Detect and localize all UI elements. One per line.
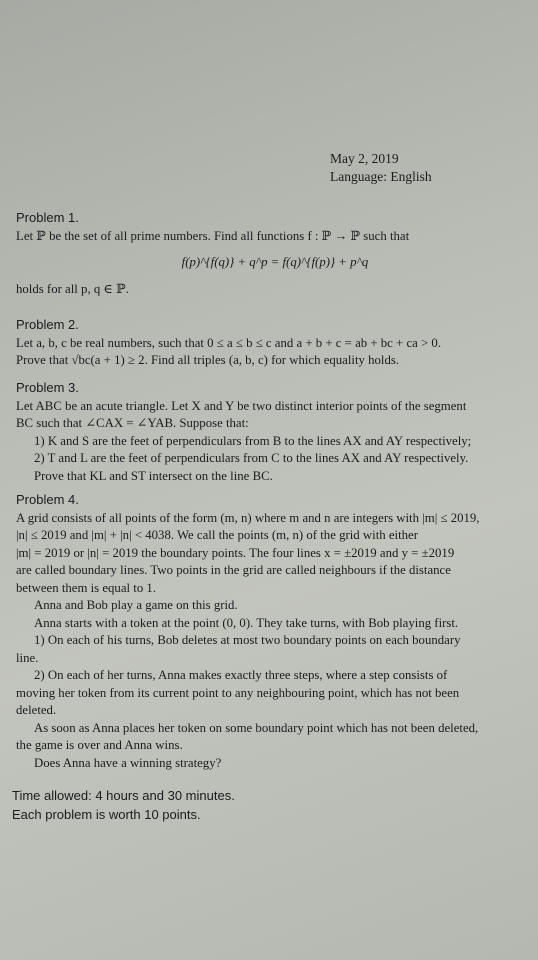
- problem-text-line: BC such that ∠CAX = ∠YAB. Suppose that:: [16, 416, 249, 430]
- problem-text-line: 2) T and L are the feet of perpendiculars from C to the lines AX and AY respectively.: [34, 451, 469, 465]
- problem-1: [16, 209, 534, 298]
- problem-title: Problem 1.: [16, 210, 79, 225]
- problem-text-line: 1) K and S are the feet of perpendiculars from B to the lines AX and AY respectively;: [34, 433, 472, 448]
- problem-text-line: Let ℙ be the set of all prime numbers. Find all functions f : ℙ → ℙ such that: [16, 228, 410, 243]
- problem-text-line: |n| ≤ 2019 and |m| + |n| < 4038. We call the points (m, n) of the grid with either: [16, 528, 418, 542]
- problem-text-line: are called boundary lines. Two points in the grid are called neighbours if the distance: [16, 563, 451, 577]
- problem-text-line: line.: [16, 650, 39, 665]
- points-info: Each problem is worth 10 points.: [12, 807, 201, 822]
- time-allowed: Time allowed: 4 hours and 30 minutes.: [12, 788, 235, 803]
- problem-text-line: Prove that √bc(a + 1) ≥ 2. Find all triples (a, b, c) for which equality holds.: [16, 353, 400, 367]
- problem-text-line: moving her token from its current point to any neighbouring point, which has not been: [16, 685, 460, 700]
- exam-language: Language: English: [330, 169, 432, 184]
- problem-text-line: Anna starts with a token at the point (0, 0). They take turns, with Bob playing first.: [34, 615, 459, 630]
- problem-text-line: 1) On each of his turns, Bob deletes at most two boundary points on each boundary: [34, 633, 461, 647]
- problem-text-line: Prove that KL and ST intersect on the line BC.: [34, 468, 273, 483]
- problem-text-line: holds for all p, q ∈ ℙ.: [16, 281, 129, 296]
- problem-title: Problem 3.: [16, 380, 79, 395]
- problem-text-line: Let a, b, c be real numbers, such that 0 ≤ a ≤ b ≤ c and a + b + c = ab + bc + ca > 0.: [16, 335, 442, 350]
- problem-3: [16, 379, 534, 485]
- problem-text-line: As soon as Anna places her token on some boundary point which has not been deleted,: [34, 720, 479, 735]
- problem-text-line: between them is equal to 1.: [16, 580, 157, 595]
- problem-text-line: 2) On each of her turns, Anna makes exactly three steps, where a step consists of: [34, 668, 448, 682]
- problem-text-line: Anna and Bob play a game on this grid.: [34, 598, 238, 612]
- footer: [12, 786, 235, 824]
- problem-text-line: Does Anna have a winning strategy?: [34, 755, 222, 770]
- exam-date: May 2, 2019: [330, 151, 399, 166]
- problem-title: Problem 4.: [16, 492, 79, 507]
- problem-2: [16, 316, 534, 370]
- problem-text-line: the game is over and Anna wins.: [16, 738, 183, 752]
- header: [330, 150, 432, 186]
- problem-text-line: deleted.: [16, 703, 57, 717]
- problem-text-line: A grid consists of all points of the form (m, n) where m and n are integers with |m| ≤ 2019,: [16, 510, 480, 525]
- problem-equation: f(p)^{f(q)} + q^p = f(q)^{f(p)} + p^q: [181, 255, 369, 269]
- problem-title: Problem 2.: [16, 317, 79, 332]
- problem-text-line: Let ABC be an acute triangle. Let X and Y be two distinct interior points of the segment: [16, 398, 467, 413]
- problem-text-line: |m| = 2019 or |n| = 2019 the boundary points. The four lines x = ±2019 and y = ±2019: [16, 545, 455, 560]
- problem-4: [16, 491, 534, 772]
